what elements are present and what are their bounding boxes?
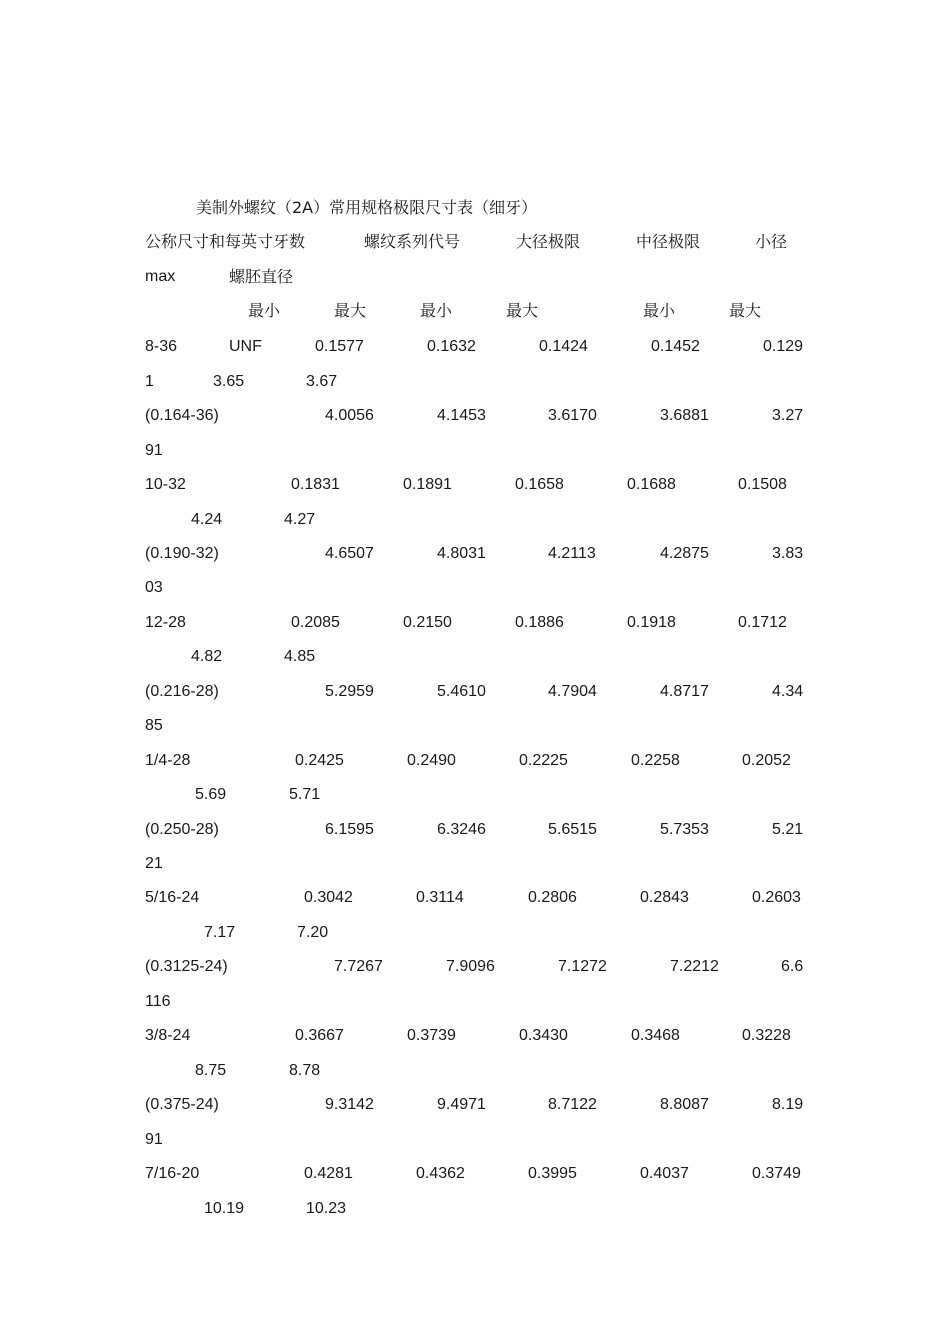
mm-major-min: 5.2959 xyxy=(325,683,374,700)
minor-max: 0.1508 xyxy=(738,476,787,493)
metric-row xyxy=(0,1088,950,1122)
metric-row xyxy=(0,950,950,984)
major-max: 0.2150 xyxy=(403,614,452,631)
row-size: 12-28 xyxy=(145,614,186,631)
pitch-max: 0.1688 xyxy=(627,476,676,493)
metric-size: (0.190-32) xyxy=(145,545,219,562)
header-line-3 xyxy=(0,294,950,328)
table-row-cont xyxy=(0,503,950,537)
header-sub-max: 最大 xyxy=(729,301,762,320)
header-series: 螺纹系列代号 xyxy=(364,232,461,251)
mm-pitch-max: 5.7353 xyxy=(660,821,709,838)
document-title: 美制外螺纹（2A）常用规格极限尺寸表（细牙） xyxy=(196,198,538,217)
header-minor: 小径 xyxy=(755,232,788,251)
mm-pitch-max: 3.6881 xyxy=(660,407,709,424)
pitch-min: 0.1658 xyxy=(515,476,564,493)
metric-row xyxy=(0,537,950,571)
wrap-digits: 21 xyxy=(145,855,163,872)
table-row xyxy=(0,881,950,915)
table-row xyxy=(0,1157,950,1191)
mm-major-max: 4.8031 xyxy=(437,545,486,562)
mm-pitch-max: 4.2875 xyxy=(660,545,709,562)
mm-major-min: 7.7267 xyxy=(334,958,383,975)
mm-pitch-min: 3.6170 xyxy=(548,407,597,424)
blank-max: 3.67 xyxy=(306,373,338,390)
row-series: UNF xyxy=(229,338,262,355)
header-sub-max: 最大 xyxy=(506,301,539,320)
major-min: 0.3042 xyxy=(304,889,353,906)
minor-max: 0.1712 xyxy=(738,614,787,631)
header-line-2 xyxy=(0,260,950,294)
metric-size: (0.216-28) xyxy=(145,683,219,700)
metric-row-cont xyxy=(0,434,950,468)
metric-row xyxy=(0,813,950,847)
header-pitch: 中径极限 xyxy=(636,232,701,251)
mm-pitch-min: 8.7122 xyxy=(548,1096,597,1113)
blank-min: 4.82 xyxy=(191,648,223,665)
blank-max: 10.23 xyxy=(306,1200,347,1217)
major-max: 0.3739 xyxy=(407,1027,456,1044)
major-min: 0.2085 xyxy=(291,614,340,631)
mm-minor-max: 4.34 xyxy=(772,683,804,700)
metric-row-cont xyxy=(0,847,950,881)
row-size: 8-36 xyxy=(145,338,178,355)
mm-pitch-min: 5.6515 xyxy=(548,821,597,838)
header-max: max xyxy=(145,268,176,285)
header-nominal: 公称尺寸和每英寸牙数 xyxy=(145,232,306,251)
major-max: 0.4362 xyxy=(416,1165,465,1182)
row-size: 7/16-20 xyxy=(145,1165,200,1182)
header-sub-max: 最大 xyxy=(334,301,367,320)
blank-max: 8.78 xyxy=(289,1062,321,1079)
pitch-max: 0.4037 xyxy=(640,1165,689,1182)
blank-min: 10.19 xyxy=(204,1200,245,1217)
metric-size: (0.164-36) xyxy=(145,407,219,424)
pitch-max: 0.2843 xyxy=(640,889,689,906)
minor-max: 0.129 xyxy=(763,338,804,355)
table-row-cont xyxy=(0,778,950,812)
pitch-max: 0.3468 xyxy=(631,1027,680,1044)
header-blank-diameter: 螺胚直径 xyxy=(229,267,294,286)
table-row-cont xyxy=(0,640,950,674)
row-size: 1/4-28 xyxy=(145,752,191,769)
pitch-min: 0.3430 xyxy=(519,1027,568,1044)
mm-major-min: 6.1595 xyxy=(325,821,374,838)
mm-pitch-min: 4.7904 xyxy=(548,683,597,700)
pitch-min: 0.1424 xyxy=(539,338,588,355)
metric-row-cont xyxy=(0,985,950,1019)
table-row xyxy=(0,468,950,502)
minor-max: 0.2052 xyxy=(742,752,791,769)
pitch-max: 0.1452 xyxy=(651,338,700,355)
mm-pitch-min: 4.2113 xyxy=(548,545,596,562)
major-min: 0.1831 xyxy=(291,476,340,493)
header-sub-min: 最小 xyxy=(420,301,453,320)
pitch-max: 0.1918 xyxy=(627,614,676,631)
header-major: 大径极限 xyxy=(516,232,581,251)
major-max: 0.2490 xyxy=(407,752,456,769)
blank-max: 4.27 xyxy=(284,511,316,528)
table-row xyxy=(0,330,950,364)
metric-row xyxy=(0,675,950,709)
major-max: 0.1891 xyxy=(403,476,452,493)
table-row-cont xyxy=(0,916,950,950)
wrap-digits: 91 xyxy=(145,442,163,459)
wrap-digits: 03 xyxy=(145,579,163,596)
blank-min: 4.24 xyxy=(191,511,223,528)
mm-major-max: 4.1453 xyxy=(437,407,486,424)
metric-size: (0.3125-24) xyxy=(145,958,228,975)
table-row xyxy=(0,744,950,778)
mm-major-min: 4.6507 xyxy=(325,545,374,562)
major-max: 0.1632 xyxy=(427,338,476,355)
major-min: 0.4281 xyxy=(304,1165,353,1182)
metric-size: (0.375-24) xyxy=(145,1096,219,1113)
major-min: 0.3667 xyxy=(295,1027,344,1044)
minor-max: 0.3749 xyxy=(752,1165,801,1182)
mm-pitch-max: 8.8087 xyxy=(660,1096,709,1113)
mm-major-min: 4.0056 xyxy=(325,407,374,424)
minor-max: 0.2603 xyxy=(752,889,801,906)
pitch-min: 0.3995 xyxy=(528,1165,577,1182)
table-row-cont xyxy=(0,365,950,399)
blank-min: 7.17 xyxy=(204,924,236,941)
minor-max: 0.3228 xyxy=(742,1027,791,1044)
metric-size: (0.250-28) xyxy=(145,821,219,838)
major-min: 0.1577 xyxy=(315,338,364,355)
metric-row-cont xyxy=(0,1123,950,1157)
header-sub-min: 最小 xyxy=(248,301,281,320)
mm-major-max: 7.9096 xyxy=(446,958,495,975)
wrap-digits: 85 xyxy=(145,717,163,734)
row-size: 5/16-24 xyxy=(145,889,200,906)
pitch-min: 0.1886 xyxy=(515,614,564,631)
blank-max: 4.85 xyxy=(284,648,316,665)
row-size: 10-32 xyxy=(145,476,186,493)
mm-minor-max: 8.19 xyxy=(772,1096,804,1113)
wrap-digit: 1 xyxy=(145,373,154,390)
pitch-min: 0.2225 xyxy=(519,752,568,769)
table-row-cont xyxy=(0,1192,950,1226)
mm-minor-max: 6.6 xyxy=(781,958,804,975)
mm-pitch-max: 4.8717 xyxy=(660,683,709,700)
metric-row-cont xyxy=(0,571,950,605)
pitch-max: 0.2258 xyxy=(631,752,680,769)
wrap-digits: 116 xyxy=(145,993,171,1010)
major-min: 0.2425 xyxy=(295,752,344,769)
mm-major-max: 6.3246 xyxy=(437,821,486,838)
mm-pitch-min: 7.1272 xyxy=(558,958,607,975)
metric-row xyxy=(0,399,950,433)
mm-major-max: 5.4610 xyxy=(437,683,486,700)
pitch-min: 0.2806 xyxy=(528,889,577,906)
blank-min: 3.65 xyxy=(213,373,245,390)
mm-major-max: 9.4971 xyxy=(437,1096,486,1113)
header-sub-min: 最小 xyxy=(643,301,676,320)
mm-major-min: 9.3142 xyxy=(325,1096,374,1113)
table-row xyxy=(0,606,950,640)
mm-minor-max: 5.21 xyxy=(772,821,804,838)
title-line xyxy=(0,191,950,225)
table-row-cont xyxy=(0,1054,950,1088)
table-row xyxy=(0,1019,950,1053)
wrap-digits: 91 xyxy=(145,1131,163,1148)
metric-row-cont xyxy=(0,709,950,743)
blank-max: 5.71 xyxy=(289,786,321,803)
mm-minor-max: 3.27 xyxy=(772,407,804,424)
blank-max: 7.20 xyxy=(297,924,329,941)
row-size: 3/8-24 xyxy=(145,1027,191,1044)
blank-min: 8.75 xyxy=(195,1062,227,1079)
mm-minor-max: 3.83 xyxy=(772,545,804,562)
header-line-1 xyxy=(0,225,950,259)
major-max: 0.3114 xyxy=(416,889,464,906)
mm-pitch-max: 7.2212 xyxy=(670,958,719,975)
blank-min: 5.69 xyxy=(195,786,227,803)
